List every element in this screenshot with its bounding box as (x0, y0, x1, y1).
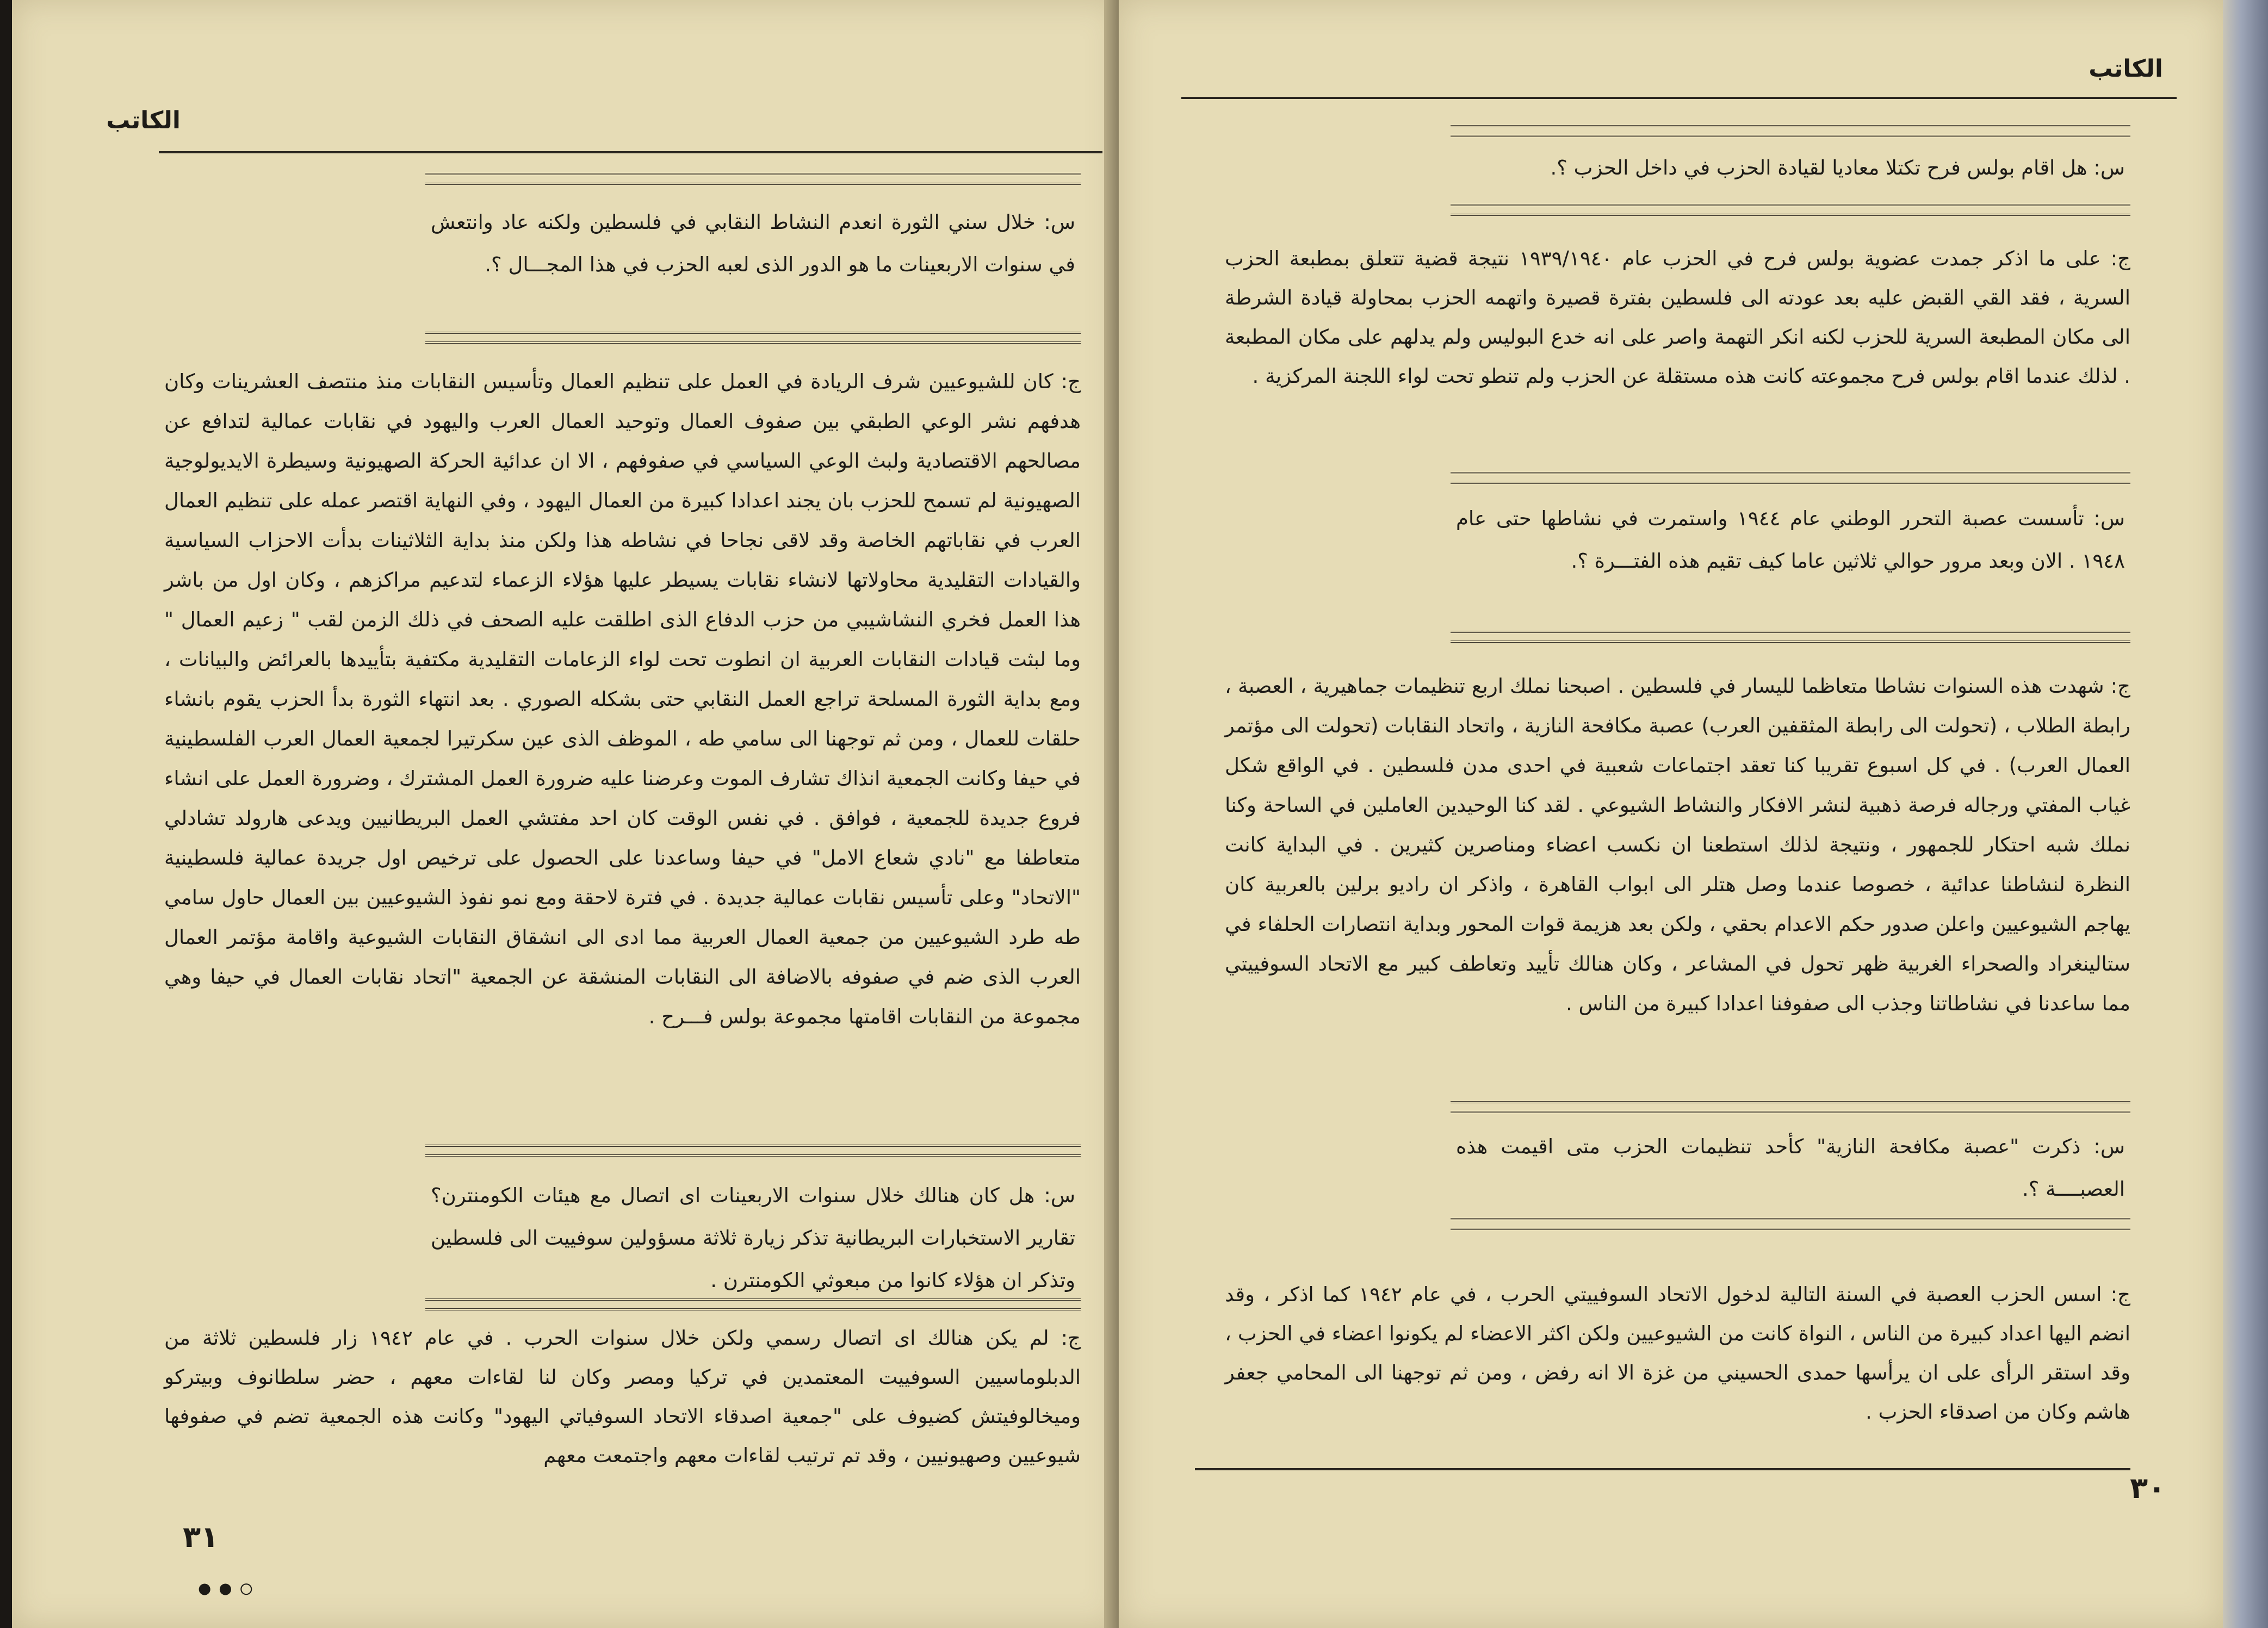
right-answer-2: ج: شهدت هذه السنوات نشاطا متعاظما لليسار في فلسطين . اصبحنا نملك اربع تنظيمات جماهيرية ، العصبة ، رابطة الطلاب ، (تحولت الى رابطة المثقفين العرب) عصبة مكافحة النازية ، واتحاد النقابات (تحولت الى مؤتمر العمال العرب) . في كل اسبوع تقريبا كنا تعقد اجتماعات شعبية في احدى مدن فلسطين . في الواقع شكل غياب المفتي ورجاله فرصة ذهبية لنشر الافكار والنشاط الشيوعي . لقد كنا الوحيدين العاملين في الساحة وكنا نملك شبه احتكار للجمهور ، ونتيجة لذلك استطعنا ان نكسب اعضاء ومناصرين كثيرين . في البداية كانت النظرة لنشاطنا عدائية ، خصوصا عندما وصل هتلر الى ابواب القاهرة ، واذكر ان راديو برلين بالعربية كان يهاجم الشيوعيين واعلن صدور حكم الاعدام بحقي ، ولكن بعد هزيمة قوات المحور وبداية انتصارات الحلفاء في ستالينغراد والصحراء الغربية ظهر تحول في المشاعر ، وكان هنالك تأييد وتعاطف كبير مع الاتحاد السوفييتي مما ساعدنا في نشاطاتنا وجذب الى صفوفنا اعدادا كبيرة من الناس . (1225, 674, 2130, 1015)
right-question-3: س: ذكرت "عصبة مكافحة النازية" كأحد تنظيمات الحزب متى اقيمت هذه العصبــــة ؟. (1456, 1135, 2125, 1201)
right-divider-6 (1451, 1218, 2130, 1230)
left-running-head: الكاتب (106, 107, 181, 134)
right-question-1: س: هل اقام بولس فرح تكتلا معاديا لقيادة الحزب في داخل الحزب ؟. (1550, 156, 2125, 179)
left-question-1: س: خلال سني الثورة انعدم النشاط النقابي في فلسطين ولكنه عاد وانتعش في سنوات الاربعينات ما هو الدور الذى لعبه الحزب في هذا المجـــال ؟. (431, 210, 1075, 276)
right-divider-4 (1451, 631, 2130, 643)
left-page-number: ٣١ (183, 1520, 219, 1554)
right-page-number: ٣٠ (2130, 1471, 2166, 1505)
left-divider-2 (425, 332, 1081, 344)
right-page (1119, 0, 2223, 1628)
right-question-2: س: تأسست عصبة التحرر الوطني عام ١٩٤٤ واستمرت في نشاطها حتى عام ١٩٤٨ . الان وبعد مرور حوالي ثلاثين عاما كيف تقيم هذه الفتـــرة ؟. (1456, 507, 2125, 573)
left-answer-2: ج: لم يكن هنالك اى اتصال رسمي ولكن خلال سنوات الحرب . في عام ١٩٤٢ زار فلسطين ثلاثة من الدبلوماسيين السوفييت المعتمدين في تركيا ومصر وكان لنا لقاءات معهم ، حضر سلطانوف وبيتركو وميخالوفيتش كضيوف على "جمعية اصدقاء الاتحاد السوفياتي اليهود" وكانت هذه الجمعية تضم في صفوفها شيوعيين وصهيونيين ، وقد تم ترتيب لقاءات معهم واجتمعت معهم (164, 1326, 1081, 1467)
right-divider-5 (1451, 1101, 2130, 1113)
left-page (12, 0, 1119, 1628)
left-divider-3 (425, 1145, 1081, 1157)
right-answer-1: ج: على ما اذكر جمدت عضوية بولس فرح في الحزب عام ١٩٣٩/١٩٤٠ نتيجة قضية تتعلق بمطبعة الحزب السرية ، فقد القي القبض عليه بعد عودته الى فلسطين بفترة قصيرة واتهمه الحزب بمحاولة قيادة الشرطة الى مكان المطبعة السرية للحزب لكنه انكر التهمة واصر على انه خدع البوليس ولم يدلهم على مكان المطبعة . لذلك عندما اقام بولس فرح مجموعته كانت هذه مستقلة عن الحزب ولم تنطو تحت لواء اللجنة المركزية . (1225, 247, 2130, 388)
left-divider-1 (425, 173, 1081, 185)
right-divider-3 (1451, 472, 2130, 484)
left-header-rule (159, 151, 1102, 153)
right-divider-1 (1451, 125, 2130, 137)
left-ink-mark: ◦•• (194, 1571, 257, 1610)
right-running-head: الكاتب (2089, 55, 2163, 83)
right-divider-2 (1451, 204, 2130, 216)
right-footer-rule (1195, 1468, 2130, 1470)
left-answer-1: ج: كان للشيوعيين شرف الريادة في العمل على تنظيم العمال وتأسيس النقابات منذ منتصف العشرينات وكان هدفهم نشر الوعي الطبقي بين صفوف العمال وتوحيد العمال العرب واليهود في نقابات عمالية لتدافع عن مصالحهم الاقتصادية ولبث الوعي السياسي في صفوفهم ، الا ان عدائية الحركة الصهيونية وسيطرة الايديولوجية الصهيونية لم تسمح للحزب بان يجند اعدادا كبيرة من العمال اليهود ، وفي النهاية اقتصر عمله على تنظيم العمال العرب في نقاباتهم الخاصة وقد لاقى نجاحا في نشاطه هذا ولكن منذ بداية الثلاثينات بدأت الاحزاب السياسية والقيادات التقليدية محاولاتها لانشاء نقابات يسيطر عليها هؤلاء الزعماء لتدعيم مراكزهم ، وكان اول من باشر هذا العمل فخري النشاشيبي من حزب الدفاع الذى اطلقت عليه الصحف في ذلك الزمن لقب " زعيم العمال " وما لبثت قيادات النقابات العربية ان انطوت تحت لواء الزعامات التقليدية مكتفية بتأييدها بالعرائض والبيانات ، ومع بداية الثورة المسلحة تراجع العمل النقابي حتى بشكله الصوري . بعد انتهاء الثورة بدأ الحزب يقوم بانشاء حلقات للعمال ، ومن ثم توجهنا الى سامي طه ، الموظف الذى عين سكرتيرا لجمعية العمال العرب الفلسطينية في حيفا وكانت الجمعية انذاك تشارف الموت وعرضنا عليه ضرورة العمل المشترك ، وضرورة العمل على انشاء فروع جديدة للجمعية ، فوافق . في نفس الوقت كان احد مفتشي العمل البريطانيين ويدعى هارولد تشادلي متعاطفا مع "نادي شعاع الامل" في حيفا وساعدنا على الحصول على ترخيص اول جريدة عمالية فلسطينية "الاتحاد" وعلى تأسيس نقابات عمالية جديدة . في فترة لاحقة ومع نمو نفوذ الشيوعيين بين العمال حاول سامي طه طرد الشيوعيين من جمعية العمال العربية مما ادى الى انشقاق النقابات الشيوعية واقامة مؤتمر العمال العرب الذى ضم في صفوفه بالاضافة الى النقابات المنشقة عن الجمعية "اتحاد نقابات العمال في حيفا وهي مجموعة من النقابات اقامتها مجموعة بولس فـــرح . (164, 370, 1081, 1028)
right-answer-3: ج: اسس الحزب العصبة في السنة التالية لدخول الاتحاد السوفييتي الحرب ، في عام ١٩٤٢ كما اذكر ، وقد انضم اليها اعداد كبيرة من الناس ، النواة كانت من الشيوعيين ولكن اكثر الاعضاء لم يكونوا اعضاء في الحزب ، وقد استقر الرأى على ان يرأسها حمدى الحسيني من غزة الا انه رفض ، ومن ثم توجهنا الى المحامي جعفر هاشم وكان من اصدقاء الحزب . (1225, 1283, 2130, 1424)
right-header-rule (1181, 97, 2177, 99)
left-question-2: س: هل كان هنالك خلال سنوات الاربعينات اى اتصال مع هيئات الكومنترن؟ تقارير الاستخبارات البريطانية تذكر زيارة ثلاثة مسؤولين سوفييت الى فلسطين وتذكر ان هؤلاء كانوا من مبعوثي الكومنترن . (431, 1184, 1075, 1292)
book-edge-strip (2223, 0, 2268, 1628)
left-divider-4 (425, 1298, 1081, 1310)
